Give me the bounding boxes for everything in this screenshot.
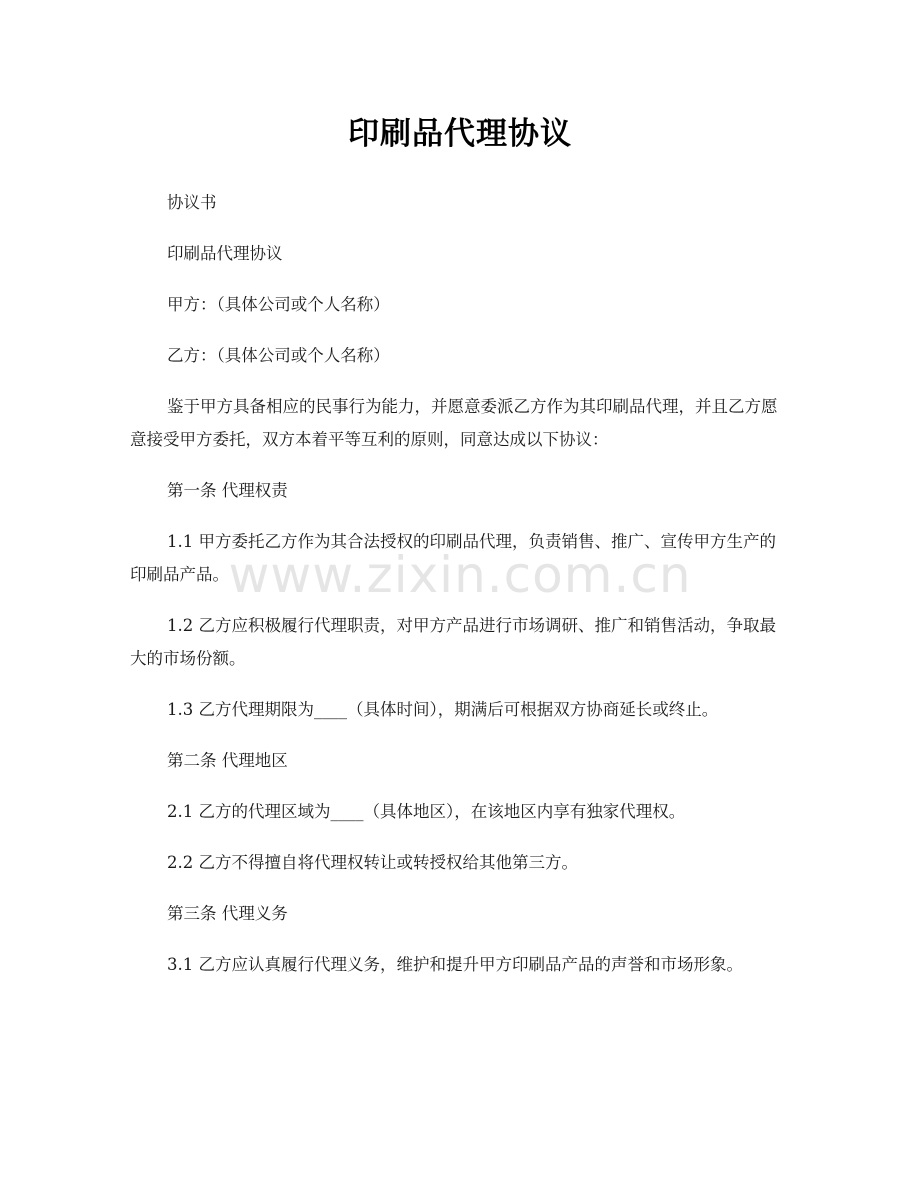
paragraph-subheading: 印刷品代理协议 [167, 244, 283, 263]
section-heading-3: 第三条 代理义务 [167, 904, 288, 923]
paragraph-party-b: 乙方：（具体公司或个人名称） [167, 346, 390, 365]
paragraph-heading: 协议书 [167, 193, 217, 212]
clause-3-1: 3.1 乙方应认真履行代理义务，维护和提升甲方印刷品产品的声誉和市场形象。 [167, 955, 743, 974]
clause-1-1: 1.1 甲方委托乙方作为其合法授权的印刷品代理，负责销售、推广、宣传甲方生产的印刷品产品。 [130, 532, 776, 584]
document-body [130, 186, 790, 999]
clause-1-3: 1.3 乙方代理期限为____（具体时间），期满后可根据双方协商延长或终止。 [167, 700, 719, 719]
section-heading-2: 第二条 代理地区 [167, 751, 288, 770]
clause-1-2: 1.2 乙方应积极履行代理职责，对甲方产品进行市场调研、推广和销售活动，争取最大的市场份额。 [130, 616, 776, 668]
clause-2-2: 2.2 乙方不得擅自将代理权转让或转授权给其他第三方。 [167, 853, 578, 872]
paragraph-party-a: 甲方：（具体公司或个人名称） [167, 295, 390, 314]
section-heading-1: 第一条 代理权责 [167, 481, 288, 500]
watermark: www.zixin.com.cn [228, 546, 692, 604]
clause-2-1: 2.1 乙方的代理区域为____（具体地区），在该地区内享有独家代理权。 [167, 802, 686, 821]
paragraph-preamble: 鉴于甲方具备相应的民事行为能力，并愿意委派乙方作为其印刷品代理，并且乙方愿意接受甲方委托，双方本着平等互利的原则，同意达成以下协议： [130, 397, 778, 449]
document-title: 印刷品代理协议 [348, 116, 572, 152]
